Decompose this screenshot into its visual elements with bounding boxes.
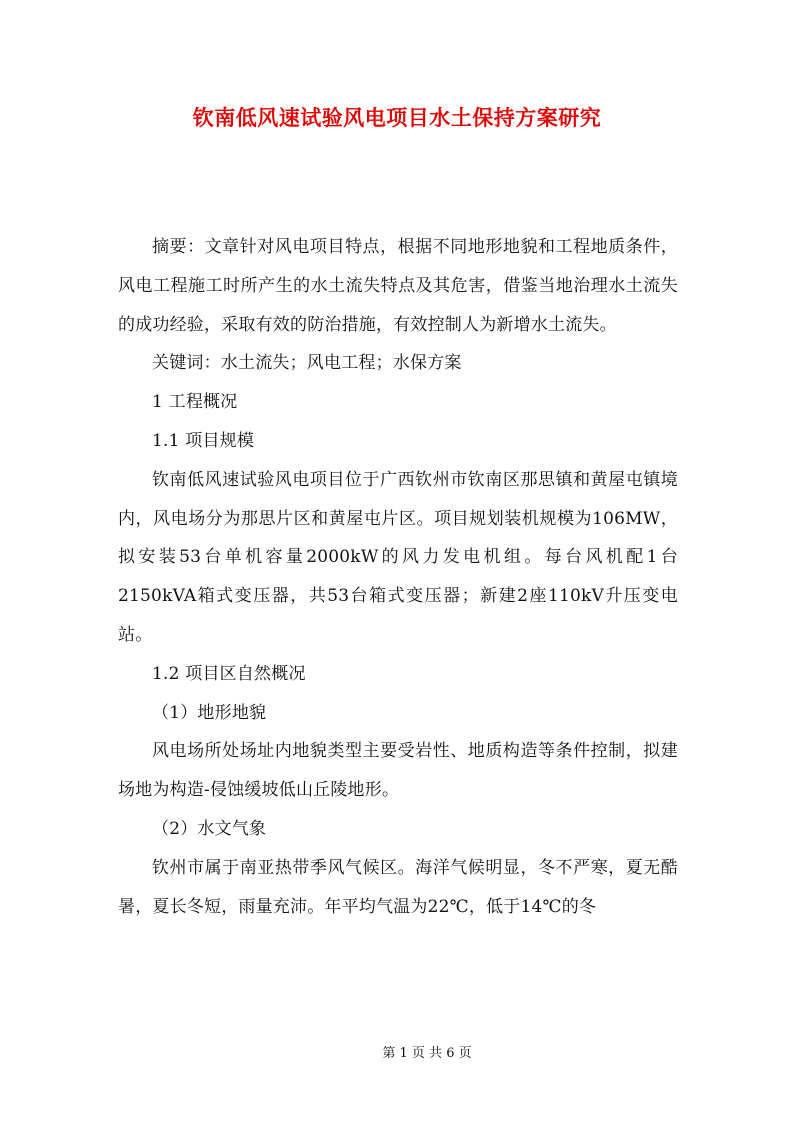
subheading-terrain: （1）地形地貌 [152,702,267,723]
document-title: 钦南低风速试验风电项目水土保持方案研究 [192,105,602,130]
section-heading-1: 1 工程概况 [152,392,238,413]
keywords-line: 关键词：水土流失；风电工程；水保方案 [152,353,462,374]
abstract-paragraph: 摘要：文章针对风电项目特点，根据不同地形地貌和工程地质条件，风电工程施工时所产生的水土流失特点及其危害，借鉴当地治理水土流失的成功经验，采取有效的防治措施，有效控制人为新增水土流失。 [118,237,678,335]
section-heading-1-2: 1.2 项目区自然概况 [152,663,306,684]
project-scale-paragraph: 钦南低风速试验风电项目位于广西钦州市钦南区那思镇和黄屋屯镇境内，风电场分为那思片区和黄屋屯片区。项目规划装机规模为106MW，拟安装53台单机容量2000kW的风力发电机组。每台风机配1台2150kVA箱式变压器，共53台箱式变压器；新建2座110kV升压变电站。 [118,469,678,645]
section-heading-1-1: 1.1 项目规模 [152,430,255,451]
document-body [118,228,678,926]
subheading-hydrology: （2）水文气象 [152,818,267,839]
page-footer: 第 1 页 共 6 页 [382,1046,472,1061]
terrain-paragraph: 风电场所处场址内地貌类型主要受岩性、地质构造等条件控制，拟建场地为构造-侵蚀缓坡低山丘陵地形。 [118,741,678,801]
hydrology-paragraph: 钦州市属于南亚热带季风气候区。海洋气候明显，冬不严寒，夏无酷暑，夏长冬短，雨量充沛。年平均气温为22℃，低于14℃的冬 [118,857,678,917]
